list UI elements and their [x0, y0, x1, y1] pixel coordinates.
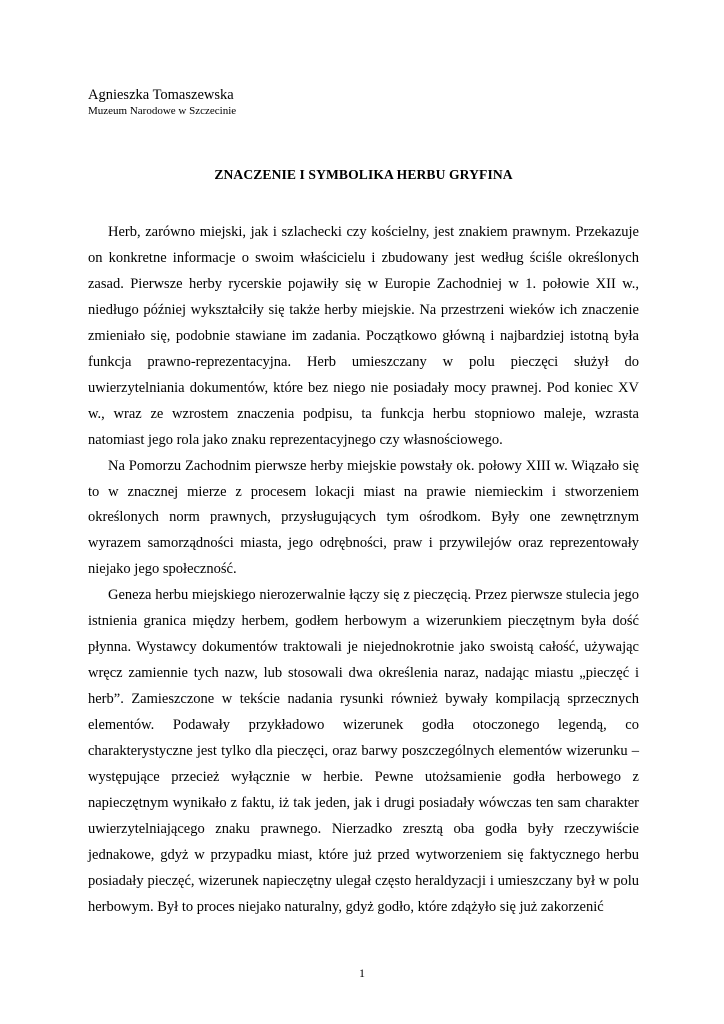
paragraph-3: Geneza herbu miejskiego nierozerwalnie łączy się z pieczęcią. Przez pierwsze stulecia jego istnienia granica między herbem, godłem herbowym a wizerunkiem pieczętnym była dość płynna. Wystawcy dokumentów traktowali je niejednokrotnie jako swoistą całość, używając wręcz zamiennie tych nazw, lub stosowali dwa określenia naraz, nadając miastu „pieczęć i herb”. Zamieszczone w tekście nadania rysunki również bywały kompilacją sprzecznych elementów. Podawały przykładowo wizerunek godła otoczonego legendą, co charakterystyczne jest tylko dla pieczęci, oraz barwy poszczególnych elementów wizerunku – występujące przecież wyłącznie w herbie. Pewne utożsamienie godła herbowego z napieczętnym wynikało z faktu, iż tak jeden, jak i drugi posiadały wówczas ten sam charakter uwierzytelniającego znaku prawnego. Nierzadko zresztą oba godła były rzeczywiście jednakowe, gdyż w przypadku miast, które już przed wytworzeniem się faktycznego herbu posiadały pieczęć, wizerunek napieczętny ulegał często heraldyzacji i umieszczany był w polu herbowym. Był to proces niejako naturalny, gdyż godło, które zdążyło się już zakorzenić	[88, 587, 639, 915]
author-affiliation: Muzeum Narodowe w Szczecinie	[88, 105, 237, 117]
author-name: Agnieszka Tomaszewska	[88, 87, 234, 103]
page-number: 1	[359, 966, 365, 980]
body-text	[88, 220, 639, 921]
document-title: ZNACZENIE I SYMBOLIKA HERBU GRYFINA	[214, 167, 513, 182]
paragraph-2: Na Pomorzu Zachodnim pierwsze herby miejskie powstały ok. połowy XIII w. Wiązało się to w znacznej mierze z procesem lokacji miast na prawie niemieckim i stworzeniem określonych norm prawnych, przysługujących tym ośrodkom. Były one zewnętrznym wyrazem samorządności miasta, jego odrębności, praw i przywilejów oraz reprezentowały niejako jego społeczność.	[88, 457, 639, 578]
document-page	[88, 86, 639, 921]
paragraph-1: Herb, zarówno miejski, jak i szlachecki czy kościelny, jest znakiem prawnym. Przekazuje on konkretne informacje o swoim właścicielu i zbudowany jest według ściśle określonych zasad. Pierwsze herby rycerskie pojawiły się w Europie Zachodniej w 1. połowie XII w., niedługo później wykształciły się także herby miejskie. Na przestrzeni wieków ich znaczenie zmieniało się, podobnie stawiane im zadania. Początkowo główną i najbardziej istotną była funkcja prawno-reprezentacyjna. Herb umieszczany w polu pieczęci służył do uwierzytelniania dokumentów, które bez niego nie posiadały mocy prawnej. Pod koniec XV w., wraz ze wzrostem znaczenia podpisu, ta funkcja herbu stopniowo maleje, wzrasta natomiast jego rola jako znaku reprezentacyjnego czy własnościowego.	[88, 224, 639, 448]
